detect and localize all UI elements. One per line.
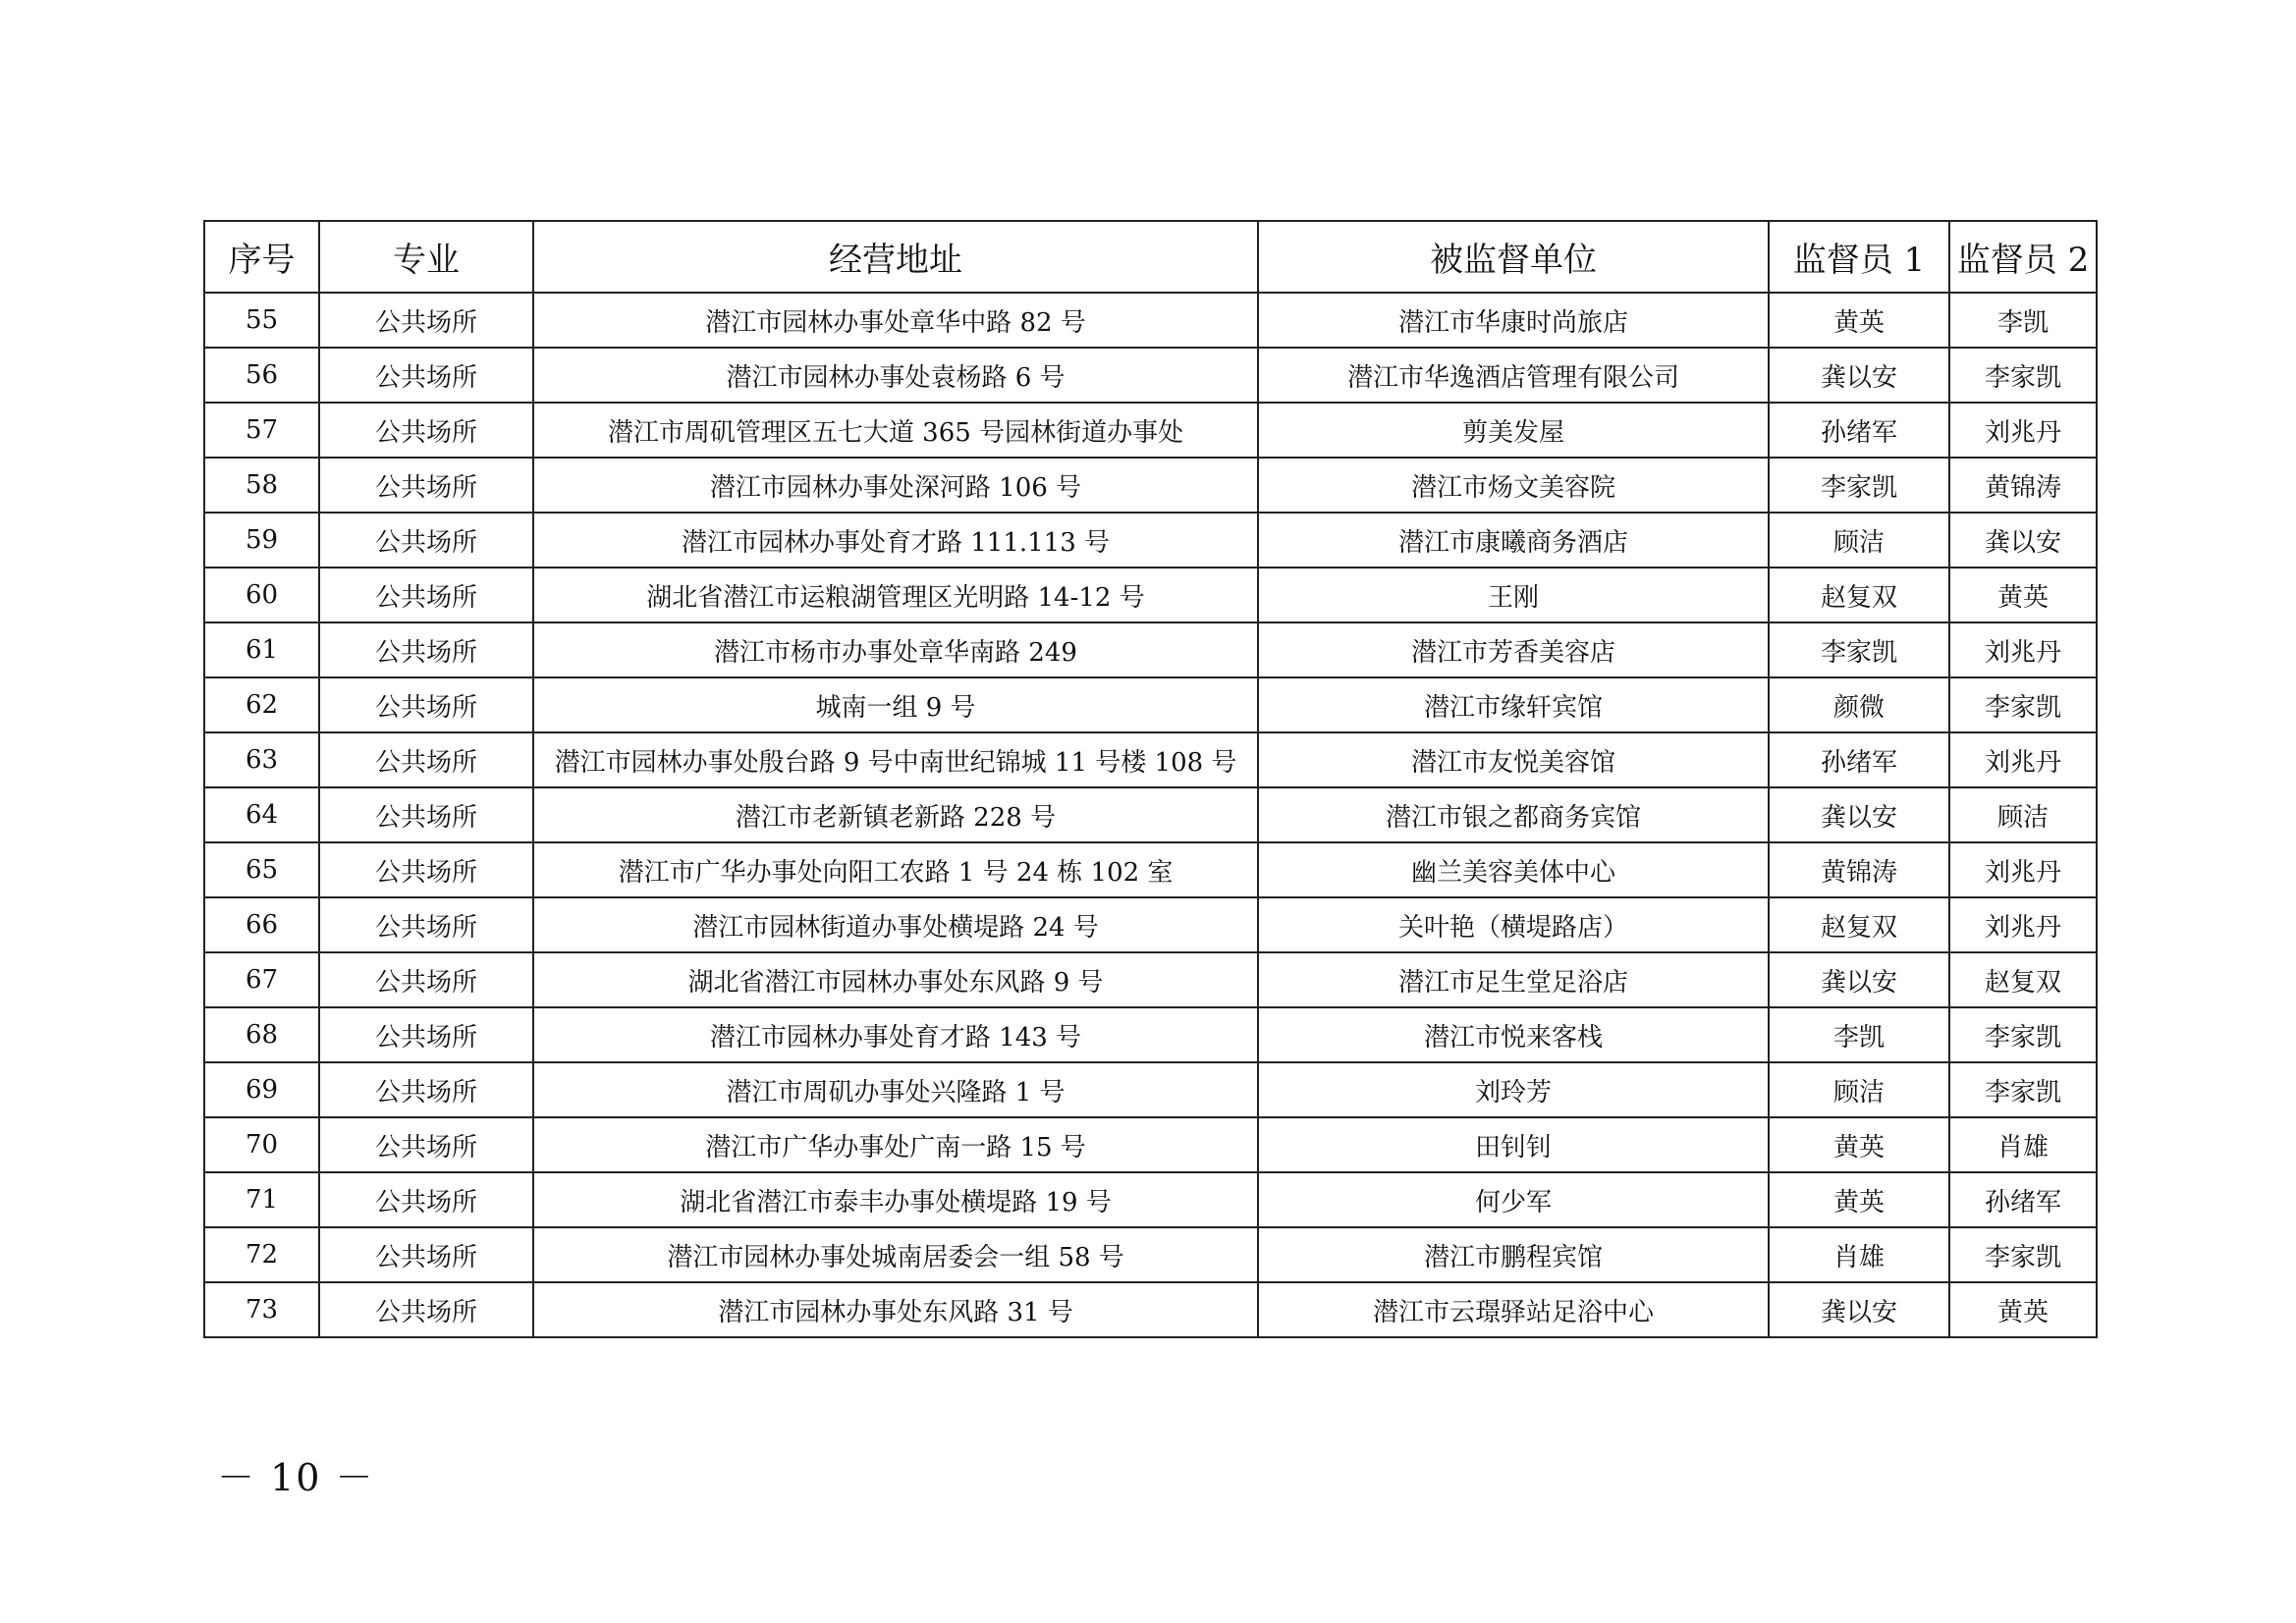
cell-category: 公共场所	[319, 952, 533, 1007]
table-row	[204, 1172, 2097, 1227]
cell-inspector-1: 顾洁	[1769, 513, 1949, 568]
cell-inspector-2: 孙绪军	[1949, 1172, 2097, 1227]
cell-category: 公共场所	[319, 513, 533, 568]
cell-address: 潜江市园林办事处东风路 31 号	[533, 1282, 1258, 1337]
cell-inspector-2: 黄锦涛	[1949, 458, 2097, 513]
cell-inspector-1: 黄英	[1769, 1117, 1949, 1172]
cell-seq: 69	[204, 1062, 319, 1117]
cell-inspector-2: 李凯	[1949, 293, 2097, 348]
cell-inspector-1: 孙绪军	[1769, 403, 1949, 458]
table-row	[204, 1227, 2097, 1282]
table-row	[204, 732, 2097, 787]
cell-unit: 幽兰美容美体中心	[1258, 842, 1769, 897]
table-row	[204, 403, 2097, 458]
cell-inspector-1: 黄锦涛	[1769, 842, 1949, 897]
cell-unit: 潜江市缘轩宾馆	[1258, 677, 1769, 732]
cell-address: 潜江市杨市办事处章华南路 249	[533, 622, 1258, 677]
cell-category: 公共场所	[319, 1227, 533, 1282]
cell-inspector-2: 李家凯	[1949, 1007, 2097, 1062]
cell-inspector-2: 黄英	[1949, 568, 2097, 622]
cell-inspector-1: 李凯	[1769, 1007, 1949, 1062]
cell-seq: 62	[204, 677, 319, 732]
cell-unit: 潜江市鹏程宾馆	[1258, 1227, 1769, 1282]
cell-address: 湖北省潜江市园林办事处东风路 9 号	[533, 952, 1258, 1007]
cell-address: 湖北省潜江市泰丰办事处横堤路 19 号	[533, 1172, 1258, 1227]
cell-inspector-1: 孙绪军	[1769, 732, 1949, 787]
table-row	[204, 842, 2097, 897]
cell-unit: 刘玲芳	[1258, 1062, 1769, 1117]
cell-inspector-2: 刘兆丹	[1949, 842, 2097, 897]
cell-unit: 潜江市康曦商务酒店	[1258, 513, 1769, 568]
cell-inspector-2: 黄英	[1949, 1282, 2097, 1337]
cell-seq: 65	[204, 842, 319, 897]
cell-seq: 66	[204, 897, 319, 952]
header-inspector-2: 监督员 2	[1949, 221, 2097, 293]
cell-address: 潜江市园林街道办事处横堤路 24 号	[533, 897, 1258, 952]
cell-category: 公共场所	[319, 787, 533, 842]
table-row	[204, 1007, 2097, 1062]
cell-inspector-2: 刘兆丹	[1949, 732, 2097, 787]
cell-category: 公共场所	[319, 1062, 533, 1117]
table-row	[204, 952, 2097, 1007]
cell-address: 湖北省潜江市运粮湖管理区光明路 14-12 号	[533, 568, 1258, 622]
cell-inspector-1: 赵复双	[1769, 897, 1949, 952]
cell-inspector-1: 黄英	[1769, 1172, 1949, 1227]
cell-inspector-2: 李家凯	[1949, 1227, 2097, 1282]
table-row	[204, 1062, 2097, 1117]
table-row	[204, 897, 2097, 952]
cell-unit: 关叶艳（横堤路店）	[1258, 897, 1769, 952]
cell-inspector-1: 李家凯	[1769, 622, 1949, 677]
cell-seq: 59	[204, 513, 319, 568]
header-address: 经营地址	[533, 221, 1258, 293]
cell-address: 潜江市周矶办事处兴隆路 1 号	[533, 1062, 1258, 1117]
cell-unit: 王刚	[1258, 568, 1769, 622]
cell-unit: 潜江市悦来客栈	[1258, 1007, 1769, 1062]
page-number: － 10 －	[217, 1456, 375, 1499]
cell-seq: 60	[204, 568, 319, 622]
table-row	[204, 787, 2097, 842]
cell-category: 公共场所	[319, 403, 533, 458]
header-unit: 被监督单位	[1258, 221, 1769, 293]
cell-unit: 何少军	[1258, 1172, 1769, 1227]
cell-unit: 田钊钊	[1258, 1117, 1769, 1172]
cell-category: 公共场所	[319, 458, 533, 513]
table-row	[204, 348, 2097, 403]
cell-category: 公共场所	[319, 732, 533, 787]
table-row	[204, 622, 2097, 677]
cell-address: 潜江市园林办事处深河路 106 号	[533, 458, 1258, 513]
cell-unit: 潜江市华康时尚旅店	[1258, 293, 1769, 348]
cell-seq: 55	[204, 293, 319, 348]
cell-inspector-1: 龚以安	[1769, 952, 1949, 1007]
cell-inspector-2: 肖雄	[1949, 1117, 2097, 1172]
cell-inspector-2: 龚以安	[1949, 513, 2097, 568]
cell-category: 公共场所	[319, 1117, 533, 1172]
cell-category: 公共场所	[319, 568, 533, 622]
table-row	[204, 568, 2097, 622]
cell-address: 潜江市园林办事处城南居委会一组 58 号	[533, 1227, 1258, 1282]
cell-inspector-1: 李家凯	[1769, 458, 1949, 513]
cell-address: 潜江市园林办事处育才路 111.113 号	[533, 513, 1258, 568]
cell-category: 公共场所	[319, 842, 533, 897]
cell-address: 潜江市园林办事处殷台路 9 号中南世纪锦城 11 号楼 108 号	[533, 732, 1258, 787]
cell-inspector-2: 李家凯	[1949, 348, 2097, 403]
cell-category: 公共场所	[319, 1172, 533, 1227]
cell-inspector-2: 刘兆丹	[1949, 622, 2097, 677]
cell-address: 潜江市园林办事处育才路 143 号	[533, 1007, 1258, 1062]
cell-category: 公共场所	[319, 897, 533, 952]
cell-address: 潜江市园林办事处章华中路 82 号	[533, 293, 1258, 348]
table-row	[204, 677, 2097, 732]
cell-seq: 63	[204, 732, 319, 787]
cell-unit: 潜江市芳香美容店	[1258, 622, 1769, 677]
cell-category: 公共场所	[319, 622, 533, 677]
header-inspector-1: 监督员 1	[1769, 221, 1949, 293]
cell-category: 公共场所	[319, 677, 533, 732]
cell-category: 公共场所	[319, 348, 533, 403]
cell-inspector-1: 赵复双	[1769, 568, 1949, 622]
cell-inspector-2: 顾洁	[1949, 787, 2097, 842]
cell-unit: 剪美发屋	[1258, 403, 1769, 458]
cell-inspector-1: 顾洁	[1769, 1062, 1949, 1117]
cell-address: 潜江市老新镇老新路 228 号	[533, 787, 1258, 842]
cell-seq: 57	[204, 403, 319, 458]
cell-inspector-2: 刘兆丹	[1949, 403, 2097, 458]
supervision-table	[203, 220, 2098, 1338]
cell-unit: 潜江市云璟驿站足浴中心	[1258, 1282, 1769, 1337]
cell-unit: 潜江市华逸酒店管理有限公司	[1258, 348, 1769, 403]
cell-address: 潜江市广华办事处广南一路 15 号	[533, 1117, 1258, 1172]
cell-inspector-1: 黄英	[1769, 293, 1949, 348]
cell-inspector-1: 肖雄	[1769, 1227, 1949, 1282]
cell-seq: 61	[204, 622, 319, 677]
cell-seq: 71	[204, 1172, 319, 1227]
cell-seq: 68	[204, 1007, 319, 1062]
cell-address: 潜江市周矶管理区五七大道 365 号园林街道办事处	[533, 403, 1258, 458]
cell-seq: 70	[204, 1117, 319, 1172]
cell-address: 潜江市园林办事处袁杨路 6 号	[533, 348, 1258, 403]
cell-seq: 64	[204, 787, 319, 842]
cell-unit: 潜江市炀文美容院	[1258, 458, 1769, 513]
table-row	[204, 513, 2097, 568]
cell-seq: 72	[204, 1227, 319, 1282]
table-row	[204, 1117, 2097, 1172]
cell-inspector-2: 赵复双	[1949, 952, 2097, 1007]
cell-unit: 潜江市足生堂足浴店	[1258, 952, 1769, 1007]
cell-inspector-1: 龚以安	[1769, 787, 1949, 842]
cell-inspector-1: 龚以安	[1769, 1282, 1949, 1337]
cell-seq: 58	[204, 458, 319, 513]
cell-inspector-2: 李家凯	[1949, 677, 2097, 732]
cell-category: 公共场所	[319, 293, 533, 348]
cell-inspector-2: 李家凯	[1949, 1062, 2097, 1117]
cell-seq: 56	[204, 348, 319, 403]
cell-inspector-2: 刘兆丹	[1949, 897, 2097, 952]
table-row	[204, 293, 2097, 348]
cell-unit: 潜江市友悦美容馆	[1258, 732, 1769, 787]
header-category: 专业	[319, 221, 533, 293]
table-row	[204, 1282, 2097, 1337]
table-row	[204, 458, 2097, 513]
cell-inspector-1: 龚以安	[1769, 348, 1949, 403]
cell-inspector-1: 颜微	[1769, 677, 1949, 732]
cell-seq: 73	[204, 1282, 319, 1337]
cell-seq: 67	[204, 952, 319, 1007]
cell-category: 公共场所	[319, 1007, 533, 1062]
header-seq: 序号	[204, 221, 319, 293]
cell-category: 公共场所	[319, 1282, 533, 1337]
cell-unit: 潜江市银之都商务宾馆	[1258, 787, 1769, 842]
cell-address: 潜江市广华办事处向阳工农路 1 号 24 栋 102 室	[533, 842, 1258, 897]
cell-address: 城南一组 9 号	[533, 677, 1258, 732]
table-header-row	[204, 221, 2097, 293]
table-body	[204, 293, 2097, 1337]
